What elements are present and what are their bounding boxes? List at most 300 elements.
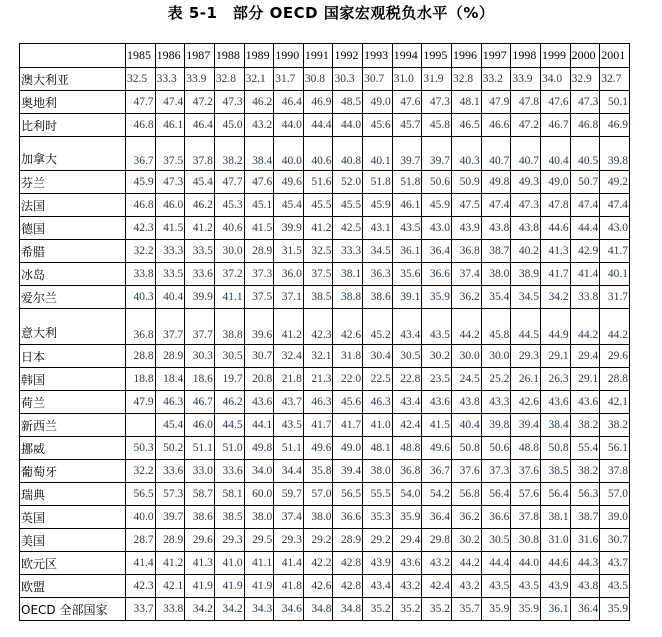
value-cell: 43.8 [570,575,600,598]
value-cell: 44.0 [333,114,363,137]
value-cell: 36.8 [126,309,156,345]
value-cell: 43.9 [540,575,570,598]
value-cell: 37.3 [244,263,274,286]
value-cell: 31.9 [422,68,452,91]
table-row [20,263,630,286]
value-cell: 30.2 [422,345,452,368]
value-cell: 54.0 [392,483,422,506]
value-cell: 33.6 [155,460,185,483]
value-cell: 41.0 [363,414,393,437]
value-cell: 47.4 [570,194,600,217]
value-cell: 24.5 [452,368,482,391]
country-name-cell: 比利时 [20,114,126,137]
value-cell: 31.8 [333,345,363,368]
value-cell: 47.4 [155,91,185,114]
value-cell: 43.2 [422,552,452,575]
value-cell: 30.7 [600,529,630,552]
table-row [20,137,630,171]
table-row [20,598,630,621]
value-cell: 40.0 [126,506,156,529]
value-cell: 41.9 [185,575,215,598]
value-cell: 22.8 [392,368,422,391]
value-cell: 35.9 [511,598,541,621]
value-cell: 46.6 [481,114,511,137]
value-cell: 46.1 [392,194,422,217]
value-cell: 60.0 [244,483,274,506]
value-cell: 47.9 [126,391,156,414]
header-year-cell: 1987 [185,44,215,68]
value-cell: 38.0 [481,263,511,286]
value-cell: 23.5 [422,368,452,391]
value-cell: 37.8 [600,460,630,483]
header-year-cell: 2000 [570,44,600,68]
country-name-cell: 新西兰 [20,414,126,437]
value-cell: 20.8 [244,368,274,391]
value-cell: 41.4 [570,263,600,286]
value-cell: 47.5 [452,194,482,217]
value-cell: 34.2 [540,286,570,309]
value-cell: 33.0 [185,460,215,483]
country-name-cell: OECD 全部国家 [20,598,126,621]
value-cell: 47.2 [185,91,215,114]
value-cell: 44.0 [511,552,541,575]
value-cell: 38.2 [570,460,600,483]
header-year-cell: 1997 [481,44,511,68]
value-cell: 39.6 [244,309,274,345]
value-cell: 32.8 [214,68,244,91]
value-cell: 32.2 [126,240,156,263]
value-cell: 40.1 [363,137,393,171]
value-cell: 41.7 [600,240,630,263]
value-cell: 47.6 [392,91,422,114]
value-cell: 42.2 [303,552,333,575]
value-cell: 40.5 [570,137,600,171]
header-year-cell: 1992 [333,44,363,68]
value-cell: 49.6 [303,437,333,460]
value-cell: 47.3 [155,171,185,194]
country-name-cell: 葡萄牙 [20,460,126,483]
value-cell: 49.0 [363,91,393,114]
value-cell: 30.8 [511,529,541,552]
value-cell: 41.5 [155,217,185,240]
value-cell: 46.8 [126,194,156,217]
value-cell: 49.6 [422,437,452,460]
value-cell: 48.5 [333,91,363,114]
value-cell: 35.2 [363,598,393,621]
country-name-cell: 美国 [20,529,126,552]
value-cell: 32.2 [126,460,156,483]
value-cell: 37.5 [303,263,333,286]
value-cell: 35.9 [392,506,422,529]
value-cell: 38.7 [481,240,511,263]
value-cell: 56.5 [333,483,363,506]
value-cell: 29.1 [570,368,600,391]
value-cell: 25.2 [481,368,511,391]
value-cell: 49.8 [244,437,274,460]
value-cell: 36.4 [570,598,600,621]
header-year-cell: 1993 [363,44,393,68]
value-cell: 51.8 [363,171,393,194]
value-cell: 44.2 [570,309,600,345]
value-cell: 56.3 [570,483,600,506]
value-cell: 47.7 [214,171,244,194]
value-cell: 50.6 [481,437,511,460]
value-cell: 38.9 [511,263,541,286]
value-cell: 35.4 [481,286,511,309]
value-cell: 47.4 [600,194,630,217]
value-cell: 34.8 [333,598,363,621]
value-cell: 43.5 [392,217,422,240]
value-cell: 42.9 [570,240,600,263]
table-row [20,506,630,529]
value-cell: 42.4 [422,575,452,598]
value-cell: 44.2 [600,309,630,345]
value-cell: 40.0 [274,137,304,171]
value-cell: 52.0 [333,171,363,194]
country-name-cell: 挪威 [20,437,126,460]
value-cell: 29.2 [363,529,393,552]
value-cell: 43.8 [452,391,482,414]
table-row [20,460,630,483]
value-cell: 41.7 [540,263,570,286]
header-year-cell: 1999 [540,44,570,68]
value-cell: 42.3 [126,575,156,598]
value-cell: 46.7 [540,114,570,137]
country-name-cell: 爱尔兰 [20,286,126,309]
value-cell: 43.1 [363,217,393,240]
value-cell: 41.2 [274,309,304,345]
value-cell: 37.4 [452,263,482,286]
value-cell: 34.4 [274,460,304,483]
table-row [20,217,630,240]
value-cell: 31.0 [540,529,570,552]
value-cell: 45.4 [274,194,304,217]
table-row [20,529,630,552]
value-cell: 43.5 [274,414,304,437]
value-cell: 31.7 [274,68,304,91]
value-cell: 45.6 [363,114,393,137]
value-cell: 36.8 [392,460,422,483]
value-cell: 35.9 [600,598,630,621]
value-cell: 28.9 [333,529,363,552]
value-cell: 44.3 [570,552,600,575]
value-cell: 43.5 [511,575,541,598]
value-cell: 39.7 [422,137,452,171]
value-cell: 29.4 [392,529,422,552]
value-cell: 45.1 [244,194,274,217]
value-cell: 55.4 [570,437,600,460]
value-cell: 33.9 [511,68,541,91]
value-cell: 33.6 [214,460,244,483]
value-cell: 47.2 [511,114,541,137]
value-cell: 42.8 [333,552,363,575]
value-cell: 34.2 [214,598,244,621]
value-cell: 40.3 [126,286,156,309]
value-cell: 34.6 [274,598,304,621]
country-name-cell: 法国 [20,194,126,217]
value-cell: 30.5 [392,345,422,368]
value-cell: 45.7 [392,114,422,137]
value-cell: 46.8 [570,114,600,137]
value-cell: 37.2 [214,263,244,286]
tax-burden-table [19,43,630,621]
value-cell: 41.0 [214,552,244,575]
value-cell: 34.5 [511,286,541,309]
value-cell: 19.7 [214,368,244,391]
value-cell: 28.8 [126,345,156,368]
value-cell: 39.9 [274,217,304,240]
value-cell: 40.7 [481,137,511,171]
value-cell: 30.5 [214,345,244,368]
header-year-cell: 1990 [274,44,304,68]
value-cell: 49.0 [333,437,363,460]
table-row [20,171,630,194]
header-year-cell: 1991 [303,44,333,68]
value-cell: 51.6 [303,171,333,194]
value-cell: 54.2 [422,483,452,506]
value-cell: 38.4 [244,137,274,171]
value-cell: 40.4 [540,137,570,171]
country-name-cell: 荷兰 [20,391,126,414]
value-cell: 37.7 [155,309,185,345]
value-cell: 41.7 [303,414,333,437]
table-row [20,194,630,217]
value-cell: 41.2 [155,552,185,575]
value-cell: 43.6 [570,391,600,414]
value-cell: 45.9 [363,194,393,217]
value-cell: 38.5 [214,506,244,529]
value-cell: 44.2 [452,309,482,345]
value-cell: 40.8 [333,137,363,171]
value-cell: 42.6 [333,309,363,345]
value-cell: 38.0 [303,506,333,529]
value-cell: 30.0 [481,345,511,368]
value-cell: 30.7 [363,68,393,91]
country-name-cell: 希腊 [20,240,126,263]
value-cell: 45.9 [422,194,452,217]
value-cell: 29.2 [303,529,333,552]
value-cell: 44.4 [481,552,511,575]
country-name-cell: 冰岛 [20,263,126,286]
value-cell: 38.8 [333,286,363,309]
value-cell: 34.2 [185,598,215,621]
country-name-cell: 意大利 [20,309,126,345]
value-cell: 40.6 [214,217,244,240]
value-cell: 47.7 [126,91,156,114]
value-cell: 36.7 [126,137,156,171]
value-cell: 46.9 [303,91,333,114]
value-cell: 34.0 [244,460,274,483]
value-cell: 32.5 [126,68,156,91]
value-cell: 37.5 [244,286,274,309]
country-name-cell: 奥地利 [20,91,126,114]
value-cell: 56.5 [126,483,156,506]
value-cell: 39.8 [600,137,630,171]
value-cell: 39.1 [392,286,422,309]
value-cell: 26.3 [540,368,570,391]
value-cell: 45.4 [185,171,215,194]
value-cell: 39.4 [511,414,541,437]
value-cell: 40.1 [600,263,630,286]
value-cell: 36.7 [422,460,452,483]
value-cell: 38.5 [540,460,570,483]
value-cell: 45.2 [363,309,393,345]
header-year-cell: 2001 [600,44,630,68]
table-row [20,68,630,91]
value-cell: 47.3 [214,91,244,114]
value-cell: 46.2 [244,91,274,114]
value-cell: 34.3 [244,598,274,621]
country-name-cell: 日本 [20,345,126,368]
table-row [20,437,630,460]
value-cell: 18.6 [185,368,215,391]
header-year-cell: 1988 [214,44,244,68]
value-cell: 43.4 [392,309,422,345]
value-cell: 42.3 [126,217,156,240]
value-cell: 43.2 [452,575,482,598]
table-row [20,240,630,263]
country-name-cell: 瑞典 [20,483,126,506]
value-cell: 29.4 [570,345,600,368]
value-cell: 41.7 [333,414,363,437]
value-cell: 50.6 [422,171,452,194]
value-cell: 48.8 [392,437,422,460]
value-cell: 43.9 [363,552,393,575]
value-cell: 32.1 [244,68,274,91]
value-cell: 44.6 [540,217,570,240]
value-cell: 47.3 [570,91,600,114]
value-cell: 34.8 [303,598,333,621]
value-cell: 35.7 [452,598,482,621]
value-cell: 29.8 [422,529,452,552]
value-cell: 58.1 [214,483,244,506]
value-cell: 39.0 [600,506,630,529]
value-cell: 36.6 [333,506,363,529]
value-cell: 51.1 [185,437,215,460]
value-cell: 38.0 [244,506,274,529]
value-cell: 39.4 [333,460,363,483]
value-cell: 35.9 [422,286,452,309]
value-cell: 33.7 [126,598,156,621]
value-cell: 50.8 [540,437,570,460]
value-cell: 36.2 [452,286,482,309]
value-cell: 44.1 [244,414,274,437]
value-cell: 50.1 [600,91,630,114]
value-cell: 56.4 [481,483,511,506]
value-cell: 59.7 [274,483,304,506]
value-cell: 40.2 [511,240,541,263]
value-cell: 32.5 [303,240,333,263]
value-cell: 35.2 [392,598,422,621]
value-cell: 43.5 [600,575,630,598]
value-cell: 55.5 [363,483,393,506]
value-cell: 37.1 [274,286,304,309]
value-cell: 37.5 [155,137,185,171]
value-cell: 57.0 [303,483,333,506]
value-cell: 43.0 [600,217,630,240]
value-cell: 40.3 [452,137,482,171]
value-cell: 41.4 [126,552,156,575]
value-cell: 50.2 [155,437,185,460]
value-cell: 47.3 [511,194,541,217]
value-cell: 43.6 [244,391,274,414]
value-cell: 46.2 [185,194,215,217]
value-cell: 32.9 [570,68,600,91]
value-cell: 33.3 [333,240,363,263]
value-cell: 44.5 [511,309,541,345]
value-cell: 38.1 [333,263,363,286]
value-cell: 46.1 [155,114,185,137]
value-cell: 48.1 [452,91,482,114]
value-cell: 37.4 [274,506,304,529]
value-cell: 42.6 [511,391,541,414]
value-cell: 46.7 [185,391,215,414]
table-row [20,309,630,345]
value-cell: 36.1 [540,598,570,621]
value-cell: 33.5 [185,240,215,263]
value-cell: 45.5 [333,194,363,217]
value-cell: 43.5 [481,575,511,598]
value-cell: 30.4 [363,345,393,368]
country-name-cell: 加拿大 [20,137,126,171]
value-cell: 29.3 [214,529,244,552]
value-cell: 42.1 [155,575,185,598]
value-cell: 56.1 [600,437,630,460]
value-cell: 41.9 [244,575,274,598]
value-cell: 36.8 [452,240,482,263]
value-cell: 44.6 [540,552,570,575]
value-cell: 30.8 [303,68,333,91]
value-cell: 38.4 [540,414,570,437]
value-cell: 46.0 [155,194,185,217]
table-row [20,286,630,309]
value-cell: 43.6 [422,391,452,414]
value-cell: 41.5 [244,217,274,240]
value-cell: 41.2 [185,217,215,240]
value-cell: 47.6 [244,171,274,194]
value-cell: 32.1 [303,345,333,368]
value-cell: 46.0 [185,414,215,437]
value-cell: 32.8 [452,68,482,91]
value-cell: 28.7 [126,529,156,552]
value-cell: 35.8 [303,460,333,483]
value-cell: 46.8 [126,114,156,137]
value-cell: 43.0 [422,217,452,240]
country-name-cell: 欧盟 [20,575,126,598]
header-year-cell: 1985 [126,44,156,68]
value-cell: 30.0 [214,240,244,263]
value-cell: 43.2 [392,575,422,598]
value-cell: 40.7 [511,137,541,171]
value-cell: 38.8 [214,309,244,345]
value-cell: 31.7 [600,286,630,309]
value-cell: 51.8 [392,171,422,194]
value-cell: 21.3 [303,368,333,391]
value-cell: 44.0 [274,114,304,137]
value-cell: 47.9 [481,91,511,114]
value-cell: 47.8 [540,194,570,217]
value-cell: 42.4 [392,414,422,437]
value-cell: 45.5 [303,194,333,217]
value-cell: 37.8 [185,137,215,171]
value-cell: 40.6 [303,137,333,171]
table-title: 表 5-1 部分 OECD 国家宏观税负水平（%） [167,4,495,22]
value-cell: 38.6 [363,286,393,309]
value-cell: 57.0 [600,483,630,506]
value-cell: 36.4 [422,240,452,263]
value-cell: 36.1 [392,240,422,263]
value-cell: 44.4 [570,217,600,240]
